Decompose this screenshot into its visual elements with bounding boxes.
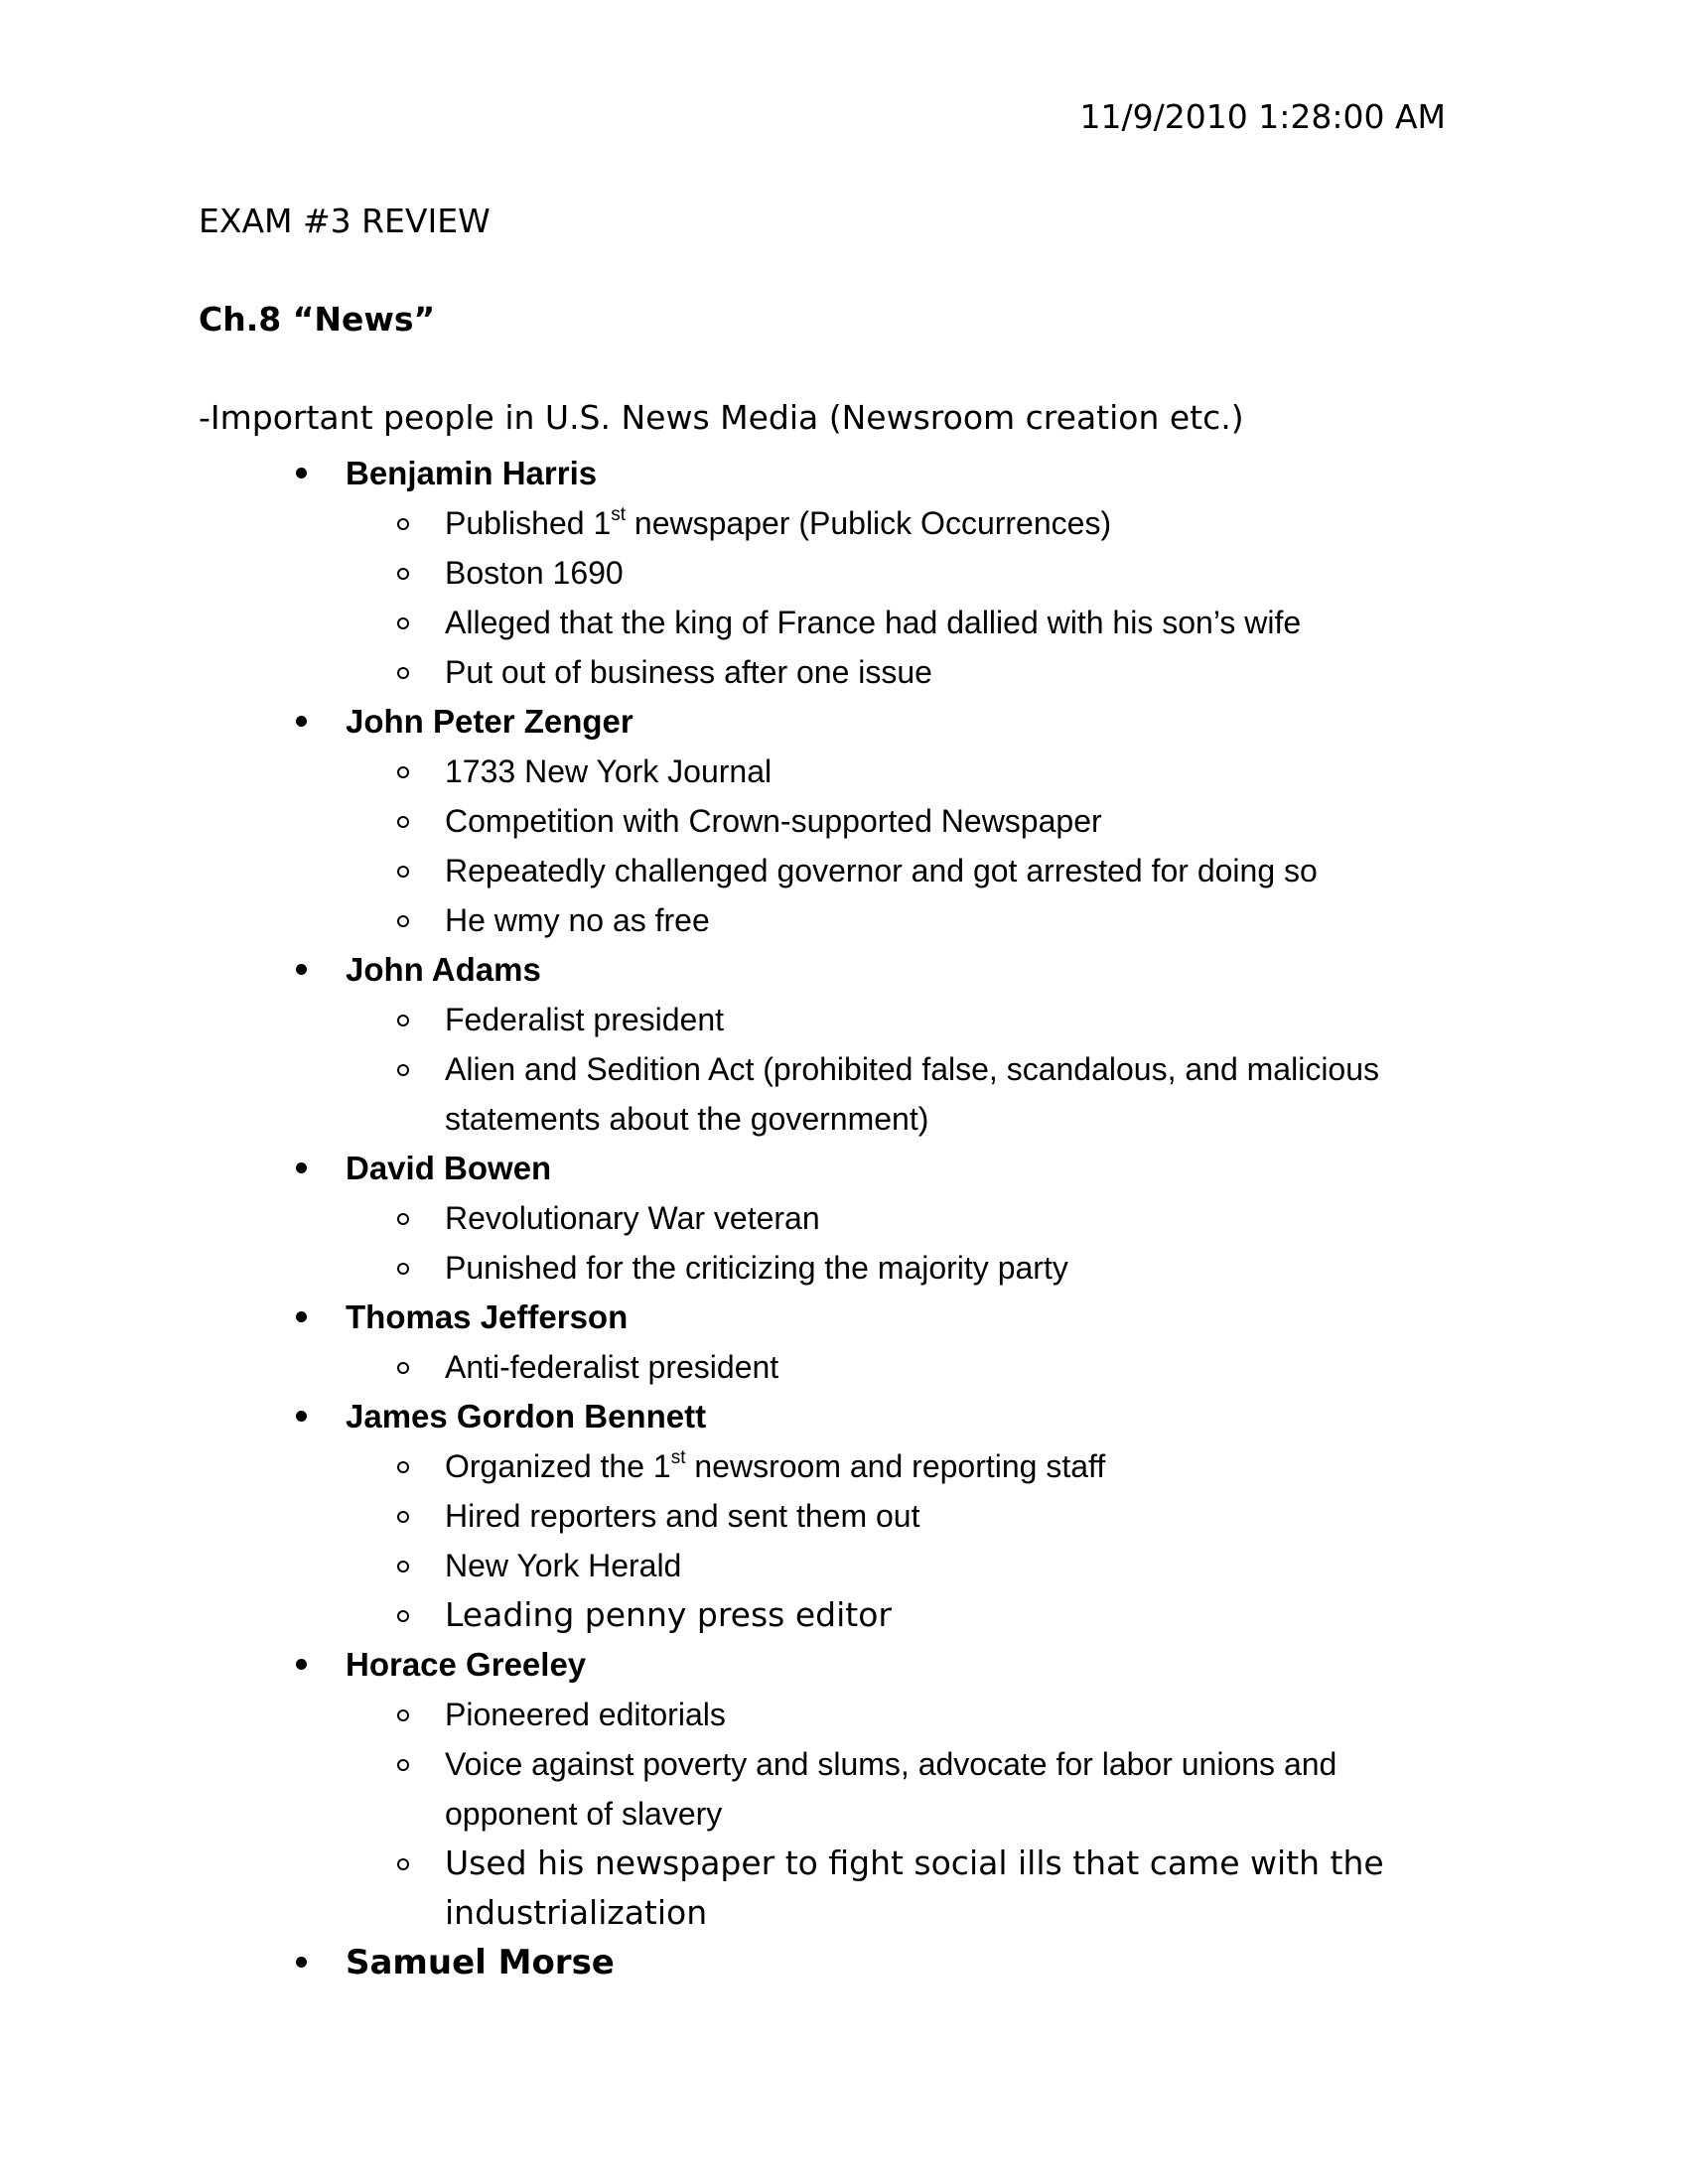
fact-item: [445, 1441, 1438, 1491]
fact-item: [445, 647, 1438, 697]
person-entry: [0, 697, 1688, 945]
bullet-dot-icon: [296, 716, 307, 727]
hollow-circle-bullet-icon: [397, 1759, 409, 1771]
person-entry: [0, 1293, 1688, 1392]
ordinal-suffix: st: [611, 504, 627, 526]
fact-list: [0, 498, 1688, 697]
fact-item: [445, 796, 1438, 846]
fact-text: Organized the 1: [445, 1448, 671, 1484]
fact-item: [445, 548, 1438, 598]
fact-text: Pioneered editorials: [445, 1697, 726, 1732]
hollow-circle-bullet-icon: [397, 1709, 409, 1721]
fact-item: [445, 598, 1438, 647]
hollow-circle-bullet-icon: [397, 1213, 409, 1225]
fact-text-continued: newspaper (Publick Occurrences): [626, 505, 1112, 541]
fact-item: [445, 1739, 1438, 1839]
person-entry: [0, 449, 1688, 697]
fact-text: He wmy no as free: [445, 902, 710, 938]
fact-item: [445, 747, 1438, 796]
person-entry: [0, 945, 1688, 1144]
hollow-circle-bullet-icon: [397, 816, 409, 828]
fact-list: [0, 1441, 1688, 1640]
hollow-circle-bullet-icon: [397, 1610, 409, 1622]
ordinal-suffix: st: [670, 1447, 686, 1469]
document-timestamp: 11/9/2010 1:28:00 AM: [1079, 97, 1446, 136]
hollow-circle-bullet-icon: [397, 568, 409, 580]
hollow-circle-bullet-icon: [397, 915, 409, 927]
fact-item: [445, 895, 1438, 945]
people-list: [0, 449, 1688, 1987]
fact-item: [445, 1193, 1438, 1243]
person-name: Samuel Morse: [346, 1943, 615, 1982]
person-entry: [0, 1640, 1688, 1938]
person-name: James Gordon Bennett: [346, 1398, 707, 1434]
bullet-dot-icon: [296, 1659, 307, 1670]
hollow-circle-bullet-icon: [397, 1561, 409, 1572]
fact-text: Punished for the criticizing the majority party: [445, 1250, 1068, 1286]
fact-item: [445, 498, 1438, 548]
person-entry: [0, 1938, 1688, 1987]
hollow-circle-bullet-icon: [397, 866, 409, 878]
hollow-circle-bullet-icon: [397, 766, 409, 778]
section-heading: Ch.8 “News”: [199, 300, 436, 339]
person-name: Horace Greeley: [346, 1646, 587, 1683]
hollow-circle-bullet-icon: [397, 617, 409, 629]
fact-text: Used his newspaper to fight social ills that came with the industrialization: [445, 1843, 1384, 1932]
bullet-dot-icon: [296, 1411, 307, 1422]
fact-text: Published 1: [445, 505, 612, 541]
fact-item: [445, 1243, 1438, 1293]
fact-item: [445, 1491, 1438, 1541]
hollow-circle-bullet-icon: [397, 518, 409, 530]
fact-item: [445, 1541, 1438, 1590]
fact-item: [445, 1044, 1438, 1144]
fact-list: [0, 1193, 1688, 1293]
hollow-circle-bullet-icon: [397, 1064, 409, 1076]
bullet-dot-icon: [296, 468, 307, 478]
intro-line: -Important people in U.S. News Media (Newsroom creation etc.): [199, 398, 1244, 437]
document-title: EXAM #3 REVIEW: [199, 202, 491, 240]
fact-list: [0, 995, 1688, 1144]
fact-text: Anti-federalist president: [445, 1349, 779, 1385]
fact-list: [0, 1342, 1688, 1392]
fact-text: Federalist president: [445, 1002, 725, 1037]
hollow-circle-bullet-icon: [397, 1511, 409, 1523]
hollow-circle-bullet-icon: [397, 1858, 409, 1870]
fact-text: Put out of business after one issue: [445, 654, 932, 690]
person-name: Benjamin Harris: [346, 455, 598, 491]
fact-item: [445, 1839, 1438, 1938]
hollow-circle-bullet-icon: [397, 1263, 409, 1275]
hollow-circle-bullet-icon: [397, 1015, 409, 1026]
person-entry: [0, 1392, 1688, 1640]
bullet-dot-icon: [296, 964, 307, 975]
hollow-circle-bullet-icon: [397, 1362, 409, 1374]
fact-text: Alien and Sedition Act (prohibited false, scandalous, and malicious statements about the government): [445, 1051, 1380, 1137]
fact-text: Competition with Crown-supported Newspaper: [445, 803, 1102, 839]
fact-text-continued: newsroom and reporting staff: [685, 1448, 1106, 1484]
fact-item: [445, 1690, 1438, 1739]
fact-text: Leading penny press editor: [445, 1595, 892, 1634]
bullet-dot-icon: [296, 1957, 307, 1968]
hollow-circle-bullet-icon: [397, 1461, 409, 1473]
bullet-dot-icon: [296, 1162, 307, 1173]
fact-item: [445, 1590, 1438, 1640]
fact-list: [0, 1690, 1688, 1938]
fact-text: Revolutionary War veteran: [445, 1200, 820, 1236]
fact-list: [0, 747, 1688, 945]
fact-item: [445, 995, 1438, 1044]
bullet-dot-icon: [296, 1311, 307, 1322]
fact-text: Boston 1690: [445, 555, 624, 591]
fact-text: Repeatedly challenged governor and got arrested for doing so: [445, 853, 1318, 888]
person-name: John Peter Zenger: [346, 703, 633, 740]
person-name: John Adams: [346, 951, 541, 988]
fact-text: Alleged that the king of France had dallied with his son’s wife: [445, 605, 1302, 640]
hollow-circle-bullet-icon: [397, 667, 409, 679]
person-name: David Bowen: [346, 1150, 552, 1186]
person-entry: [0, 1144, 1688, 1293]
fact-text: Voice against poverty and slums, advocate for labor unions and opponent of slavery: [445, 1746, 1337, 1832]
fact-text: Hired reporters and sent them out: [445, 1498, 920, 1534]
person-name: Thomas Jefferson: [346, 1298, 629, 1335]
fact-item: [445, 846, 1438, 895]
fact-text: New York Herald: [445, 1548, 682, 1583]
fact-item: [445, 1342, 1438, 1392]
fact-text: 1733 New York Journal: [445, 753, 773, 789]
